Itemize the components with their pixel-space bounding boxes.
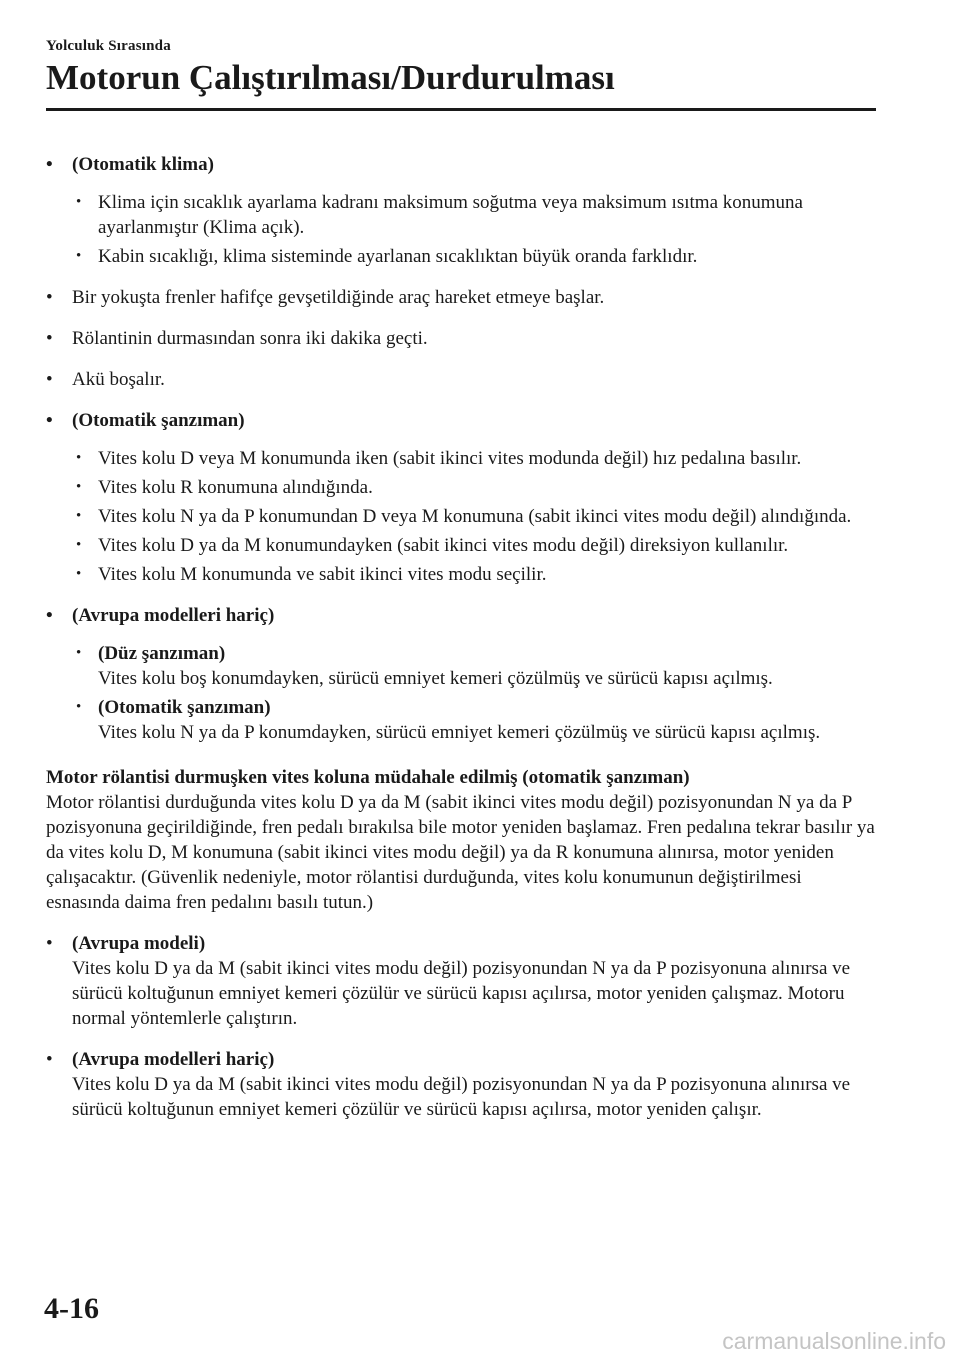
- page-title: Motorun Çalıştırılması/Durdurulması: [46, 58, 615, 97]
- bullet-heading-avrupa-haric: • (Avrupa modelleri hariç): [46, 603, 876, 628]
- title-divider: [46, 108, 876, 111]
- section-body-vites-mudahale: Motor rölantisi durduğunda vites kolu D ya da M (sabit ikinci vites modu değil) pozisyonundan N ya da P pozisyonuna geçirildiğinde, fren pedalı bırakılsa bile motor yeniden başlamaz. Fren pedalına tekrar basılır ya da vites kolu D, M konumuna (sabit ikinci vites modu değil) ya da R konumuna alınırsa, motor yeniden çalışacaktır. (Güvenlik nedeniyle, motor rölantisi durduğunda, vites kolu konumunun değiştirilmesi esnasında daima fren pedalını basılı tutun.): [46, 792, 875, 913]
- duz-sanziman-text: Vites kolu boş konumdayken, sürücü emniyet kemeri çözülmüş ve sürücü kapısı açılmış.: [98, 668, 773, 689]
- sub-heading-otomatik-sanziman: • (Otomatik şanzıman): [98, 697, 271, 718]
- bullet-heading-otomatik-sanziman: • (Otomatik şanzıman): [46, 408, 876, 433]
- bullet-avrupa-modeli: [46, 931, 876, 1031]
- bullet-heading-otomatik-klima: • (Otomatik klima): [46, 152, 876, 177]
- sub-bullet-otomatik-sanziman: [46, 695, 876, 745]
- bullet-rolanti-sure: • Rölantinin durmasından sonra iki dakika geçti.: [46, 326, 876, 351]
- sub-bullet-sanziman-1: • Vites kolu D veya M konumunda iken (sabit ikinci vites modunda değil) hız pedalına basılır.: [46, 446, 876, 471]
- sub-bullet-sanziman-2: • Vites kolu R konumuna alındığında.: [46, 475, 876, 500]
- section-heading-vites-mudahale: Motor rölantisi durmuşken vites koluna müdahale edilmiş (otomatik şanzıman): [46, 767, 690, 788]
- page-content: [46, 152, 876, 1122]
- sub-heading-duz-sanziman: • (Düz şanzıman): [98, 643, 226, 664]
- sub-bullet-duz-sanziman: [46, 641, 876, 691]
- sub-bullet-sanziman-3: • Vites kolu N ya da P konumundan D veya M konumuna (sabit ikinci vites modu değil) alındığında.: [46, 504, 876, 529]
- sub-bullet-sanziman-4: • Vites kolu D ya da M konumundayken (sabit ikinci vites modu değil) direksiyon kullanılır.: [46, 533, 876, 558]
- otomatik-sanziman-text: Vites kolu N ya da P konumdayken, sürücü emniyet kemeri çözülmüş ve sürücü kapısı açılmış.: [98, 722, 821, 743]
- sub-bullet-klima-kadran: • Klima için sıcaklık ayarlama kadranı maksimum soğutma veya maksimum ısıtma konumuna ayarlanmıştır (Klima açık).: [46, 190, 876, 240]
- watermark-text: carmanualsonline.info: [722, 1328, 946, 1354]
- sub-bullet-kabin-sicakligi: • Kabin sıcaklığı, klima sisteminde ayarlanan sıcaklıktan büyük oranda farklıdır.: [46, 244, 876, 269]
- bullet-avrupa-modelleri-haric: [46, 1047, 876, 1122]
- heading-avrupa-modeli: • (Avrupa modeli): [72, 933, 206, 954]
- bullet-yokus: • Bir yokuşta frenler hafifçe gevşetildiğinde araç hareket etmeye başlar.: [46, 285, 876, 310]
- text-avrupa-modeli: Vites kolu D ya da M (sabit ikinci vites modu değil) pozisyonundan N ya da P pozisyonuna alınırsa ve sürücü koltuğunun emniyet kemeri çözülür ve sürücü kapısı açılırsa, motor yeniden çalışmaz. Motoru normal yöntemlerle çalıştırın.: [72, 958, 851, 1029]
- bullet-aku: • Akü boşalır.: [46, 367, 876, 392]
- text-avrupa-modelleri-haric: Vites kolu D ya da M (sabit ikinci vites modu değil) pozisyonundan N ya da P pozisyonuna alınırsa ve sürücü koltuğunun emniyet kemeri çözülür ve sürücü kapısı açılırsa, motor yeniden çalışır.: [72, 1074, 851, 1120]
- heading-avrupa-modelleri-haric: • (Avrupa modelleri hariç): [72, 1049, 275, 1070]
- page-number: 4-16: [44, 1292, 99, 1325]
- sub-bullet-sanziman-5: • Vites kolu M konumunda ve sabit ikinci vites modu seçilir.: [46, 562, 876, 587]
- section-label: Yolculuk Sırasında: [46, 38, 171, 54]
